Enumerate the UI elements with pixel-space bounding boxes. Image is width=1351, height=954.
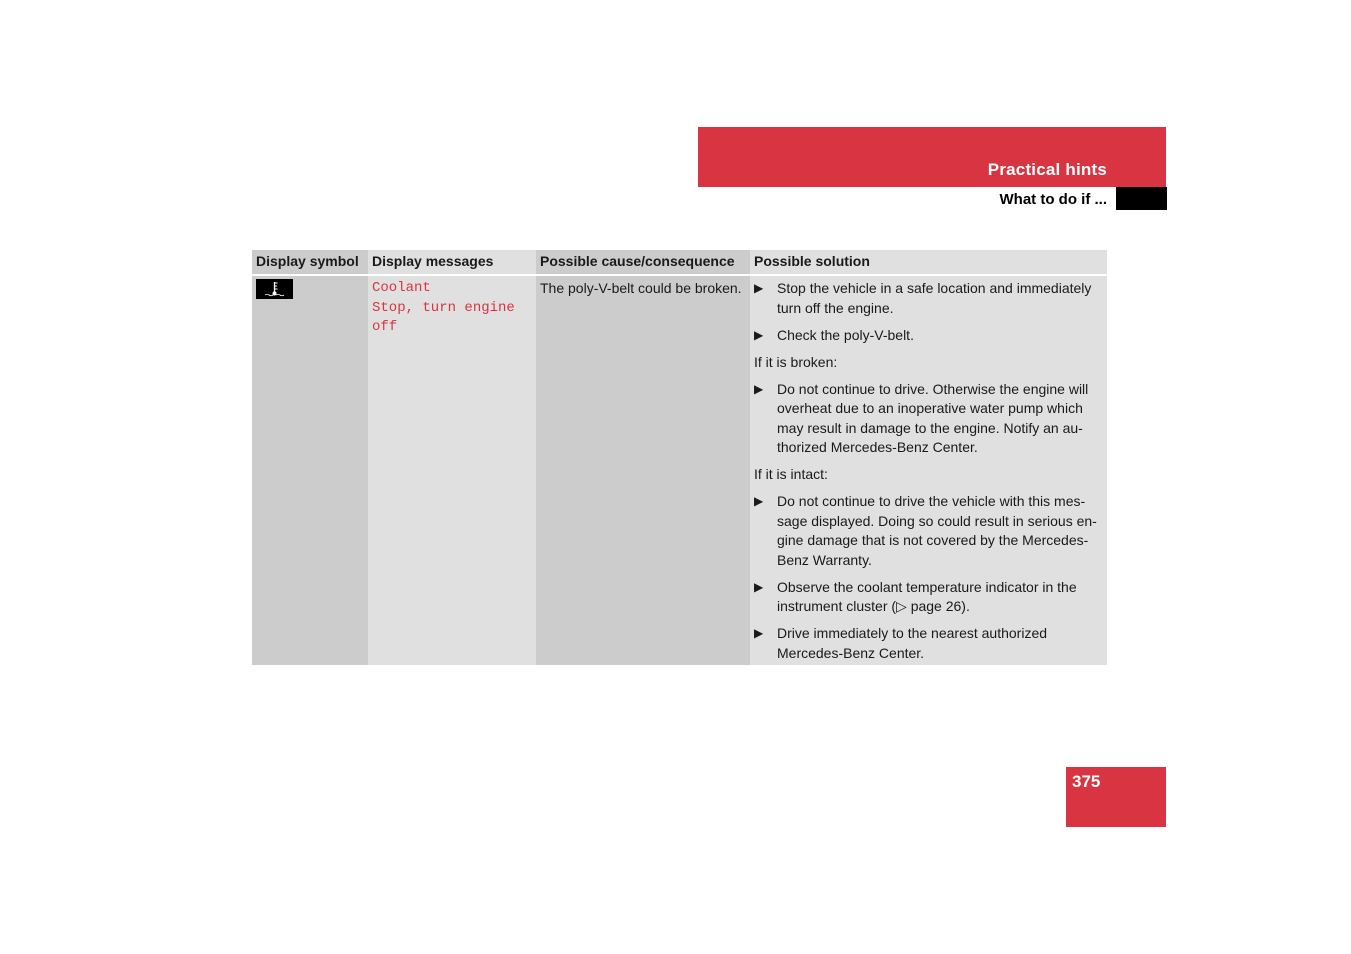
column-possible-solution: [750, 250, 1107, 665]
bullet-arrow-icon: ▶: [754, 579, 764, 594]
solution-step: [754, 578, 1103, 617]
column-display-symbol: [252, 250, 368, 665]
solution-text: Check the poly-V-belt.: [777, 326, 914, 343]
bullet-arrow-icon: ▶: [754, 327, 764, 342]
solution-step: [754, 326, 1103, 346]
solution-text: Stop the vehicle in a safe location and immediately turn off the engine.: [777, 280, 1092, 316]
subsection-title: What to do if ...: [999, 191, 1107, 208]
solution-step: [754, 624, 1103, 663]
table-cell: [368, 276, 536, 665]
column-header: Display symbol: [252, 250, 368, 275]
page-number: 375: [1072, 772, 1101, 791]
solution-text[interactable]: Observe the coolant temperature indicator in the instrument cluster (▷ page 26).: [777, 578, 1077, 614]
column-display-messages: [368, 250, 536, 665]
bullet-arrow-icon: ▶: [754, 626, 764, 640]
solution-text: Drive immediately to the nearest authorized Mercedes-Benz Center.: [777, 625, 1048, 661]
cause-text: The poly-V-belt could be broken.: [540, 280, 742, 296]
solution-text: Do not continue to drive. Otherwise the engine will overheat due to an inoperative water pump which may result in damage to the engine. Notify an au-thorized Mercedes-Benz Center.: [777, 380, 1089, 455]
table-cell: [252, 276, 368, 665]
display-message-line: Stop, turn engine off: [372, 299, 515, 335]
column-header: Possible solution: [750, 250, 1107, 275]
solution-step: [754, 279, 1103, 318]
bullet-arrow-icon: ▶: [754, 281, 764, 295]
display-message-line: Coolant: [372, 280, 431, 296]
table-cell: [536, 276, 750, 665]
solution-step: [754, 492, 1103, 570]
page-number-box: [1066, 767, 1166, 827]
solution-text: Do not continue to drive the vehicle with this mes-sage displayed. Doing so could result in serious en-gine damage that is not covered by the Mercedes-Benz Warranty.: [777, 493, 1097, 568]
coolant-temperature-icon: [256, 279, 293, 299]
table-cell: [750, 276, 1107, 665]
bullet-arrow-icon: ▶: [754, 494, 764, 508]
solution-condition: If it is broken:: [754, 353, 838, 370]
display-messages-table: [252, 250, 1107, 665]
section-title: Practical hints: [987, 160, 1107, 179]
section-tab-marker: [1116, 187, 1167, 210]
solution-condition: If it is intact:: [754, 466, 828, 482]
solution-step: [754, 380, 1103, 458]
column-header: Display messages: [368, 250, 536, 275]
column-possible-cause: [536, 250, 750, 665]
bullet-arrow-icon: ▶: [754, 381, 764, 396]
column-header: Possible cause/consequence: [536, 250, 750, 275]
